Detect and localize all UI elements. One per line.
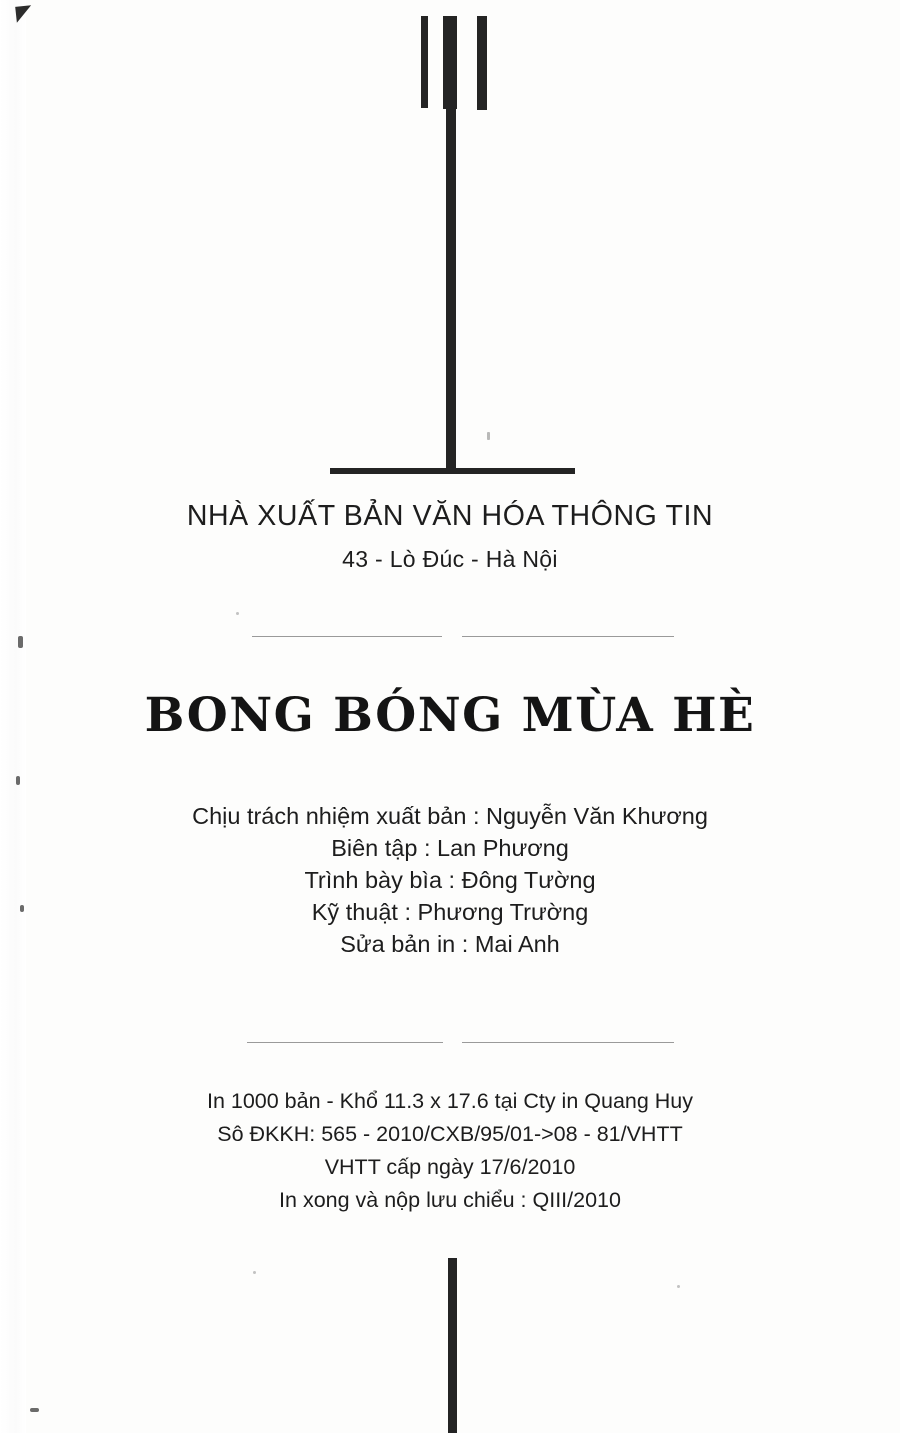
imprint-line: In xong và nộp lưu chiểu : QIII/2010 [279,1188,621,1212]
ornament-bar [443,16,457,109]
credits-block [0,800,900,960]
publisher-block [0,500,900,573]
imprint-line: Sô ĐKKH: 565 - 2010/CXB/95/01->08 - 81/VHTT [217,1122,683,1146]
imprint-block [0,1085,900,1217]
credit-line: Chịu trách nhiệm xuất bản : Nguyễn Văn Khương [192,803,708,829]
scan-speck [30,1408,39,1412]
credit-line: Kỹ thuật : Phương Trường [311,899,589,925]
publisher-name: NHÀ XUẤT BẢN VĂN HÓA THÔNG TIN [186,500,714,532]
ornament-bottom-stem [448,1258,457,1433]
ornament-bar [421,16,428,108]
divider-rule [252,636,442,637]
divider-rule [247,1042,443,1043]
ornament-pillar-stem [446,104,456,474]
scan-speck [677,1285,680,1288]
scan-speck [487,432,490,440]
book-title: BONG BÓNG MÙA HÈ [144,688,756,743]
imprint-line: In 1000 bản - Khổ 11.3 x 17.6 tại Cty in Quang Huy [206,1089,694,1113]
ornament-pillar-base [330,468,575,474]
scan-speck [253,1271,256,1274]
imprint-line: VHTT cấp ngày 17/6/2010 [324,1155,576,1179]
credit-line: Trình bày bìa : Đông Tường [304,867,596,893]
credit-line: Sửa bản in : Mai Anh [340,931,560,957]
scan-speck [18,636,23,648]
ornament-bar [477,16,487,110]
credit-line: Biên tập : Lan Phương [331,835,569,861]
divider-rule [462,1042,674,1043]
scan-speck [236,612,239,615]
publisher-address: 43 - Lò Đúc - Hà Nội [342,546,558,572]
divider-rule [462,636,674,637]
scan-speck [16,776,20,785]
